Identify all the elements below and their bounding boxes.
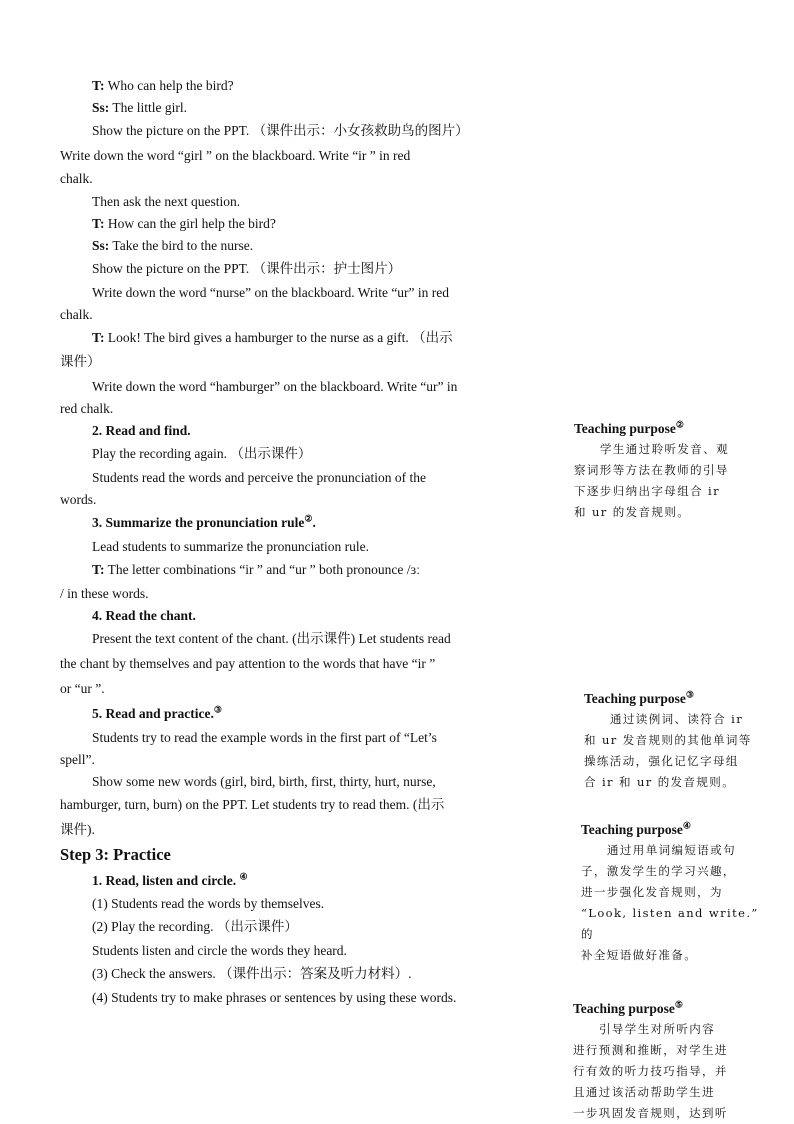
step-heading: Step 3: Practice [60,845,171,864]
note-title: Teaching purpose④ [581,820,691,837]
paragraph-line: the chant by themselves and pay attention to the words that have “ir ” [60,656,436,671]
paragraph-line: 课件). [60,822,95,837]
note-title: Teaching purpose③ [584,689,694,706]
teaching-purpose-note-2 [574,419,764,523]
paragraph-line: Students read the words and perceive the pronunciation of the [92,470,427,485]
paragraph-line: words. [60,492,97,507]
paragraph-line: Present the text content of the chant. (出示课件) Let students read [92,631,451,646]
dialogue-line: T: The letter combinations “ir ” and “ur ” both pronounce /ɜː [92,562,420,577]
paragraph-line: chalk. [60,307,93,322]
paragraph-line: chalk. [60,171,93,186]
paragraph-line: Show the picture on the PPT. （课件出示：小女孩救助鸟的图片） [92,123,469,138]
teaching-purpose-note-5 [573,999,763,1124]
note-body: 通过读例词、读符合 ir 和 ur 发音规则的其他单词等 操练活动，强化记忆字母组 合 ir 和 ur 的发音规则。 [584,712,752,789]
paragraph-line: Students try to read the example words in the first part of “Let’s [92,730,437,745]
paragraph-line: (3) Check the answers. （课件出示：答案及听力材料）. [92,966,412,981]
paragraph-line: spell”. [60,752,95,767]
paragraph-line: Then ask the next question. [92,194,241,209]
paragraph-line: Lead students to summarize the pronunciation rule. [92,539,370,554]
section-heading: 5. Read and practice.③ [92,704,222,721]
note-title: Teaching purpose⑤ [573,999,683,1016]
paragraph-line: 课件） [60,354,101,369]
paragraph-line: red chalk. [60,401,114,416]
note-body: 引导学生对所听内容 进行预测和推断，对学生进 行有效的听力技巧指导，并 且通过该活动帮助学生进 一步巩固发音规则，达到听 [573,1022,728,1120]
section-heading: 3. Summarize the pronunciation rule②. [92,513,316,530]
section-heading: 1. Read, listen and circle. ④ [92,871,248,888]
paragraph-line: Write down the word “nurse” on the blackboard. Write “ur” in red [92,285,450,300]
section-heading: 2. Read and find. [92,423,191,438]
paragraph-line: Write down the word “hamburger” on the blackboard. Write “ur” in [92,379,458,394]
paragraph-line: or “ur ”. [60,681,105,696]
teaching-purpose-note-4 [581,820,771,966]
dialogue-line: T: How can the girl help the bird? [92,216,276,231]
paragraph-line: (2) Play the recording. （出示课件） [92,919,298,934]
paragraph-line: (1) Students read the words by themselves. [92,896,325,911]
note-body: 学生通过聆听发音、观 察词形等方法在教师的引导 下逐步归纳出字母组合 ir 和 ur 的发音规则。 [574,442,729,519]
paragraph-line: hamburger, turn, burn) on the PPT. Let students try to read them. (出示 [60,797,445,812]
section-heading: 4. Read the chant. [92,608,196,623]
paragraph-line: Show some new words (girl, bird, birth, first, thirty, hurt, nurse, [92,774,436,789]
paragraph-line: / in these words. [60,586,149,601]
teaching-purpose-note-3 [584,689,774,793]
dialogue-line: T: Who can help the bird? [92,78,234,93]
dialogue-line: T: Look! The bird gives a hamburger to the nurse as a gift. （出示 [92,330,453,345]
dialogue-line: Ss: Take the bird to the nurse. [92,238,254,253]
paragraph-line: Show the picture on the PPT. （课件出示：护士图片） [92,261,402,276]
note-body: 通过用单词编短语或句 子，激发学生的学习兴趣， 进一步强化发音规则，为 “Look, listen and write.” 的 补全短语做好准备。 [581,843,759,962]
paragraph-line: Play the recording again. （出示课件） [92,446,312,461]
paragraph-line: Students listen and circle the words they heard. [92,943,347,958]
dialogue-line: Ss: The little girl. [92,100,188,115]
paragraph-line: (4) Students try to make phrases or sentences by using these words. [92,990,457,1005]
note-title: Teaching purpose② [574,419,684,436]
paragraph-line: Write down the word “girl ” on the blackboard. Write “ir ” in red [60,148,411,163]
